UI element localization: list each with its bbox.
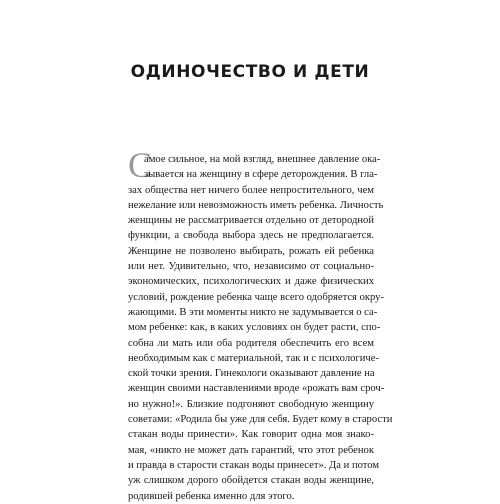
text-line: советами: «Родила бы уже для себя. Будет кому в старости: [128, 414, 393, 426]
text-line: амое сильное, на мой взгляд, внешнее давление ока-: [144, 154, 381, 165]
chapter-title: ОДИНОЧЕСТВО И ДЕТИ: [130, 62, 370, 82]
text-line: нежелание или невозможность иметь ребенка. Личность: [128, 199, 384, 211]
text-line: и правда в старости стакан воды принесет». Да и потом: [128, 459, 380, 471]
text-line: собна ли мать или оба родителя обеспечить его всем: [128, 337, 374, 349]
drop-cap: С: [128, 145, 153, 185]
text-line: жающими. В эти моменты никто не задумывается о са-: [128, 306, 378, 318]
text-line: мая, «никто не может дать гарантий, что этот ребенок: [128, 444, 374, 456]
text-line: или нет. Удивительно, что, независимо от социально-: [128, 261, 374, 273]
text-line: женщины не рассматривается отдельно от детородной: [128, 215, 374, 227]
text-line: зах общества нет ничего более непростительного, чем: [128, 184, 374, 196]
text-line: функции, а свобода выбора здесь не предполагается.: [128, 230, 374, 242]
text-line: необходимым как с материальной, так и с психологиче-: [128, 352, 379, 364]
text-line: но нужно!». Близкие подгоняют свободную женщину: [128, 398, 374, 410]
text-line: стакан воды принести». Как говорит одна моя знако-: [128, 429, 374, 441]
text-line: условий, рождение ребенка чаще всего одобряется окру-: [128, 291, 384, 303]
text-line: Женщине не позволено выбирать, рожать ей ребенка: [128, 245, 374, 257]
text-line: ской точки зрения. Гинекологи оказывают давление на: [128, 368, 375, 380]
text-line: уж слишком дорого обойдется стакан воды женщине,: [128, 475, 374, 487]
text-line: экономических, психологических и даже физических: [128, 276, 374, 288]
body-paragraph: [128, 145, 393, 504]
text-line: зывается на женщину в сфере деторождения. В гла-: [144, 169, 378, 181]
text-line: родившей ребенка именно для этого.: [128, 490, 295, 502]
text-line: мом ребенке: как, в каких условиях он будет расти, спо-: [128, 322, 381, 334]
text-line: женщин своими наставлениями вроде «рожать вам сроч-: [128, 383, 385, 395]
